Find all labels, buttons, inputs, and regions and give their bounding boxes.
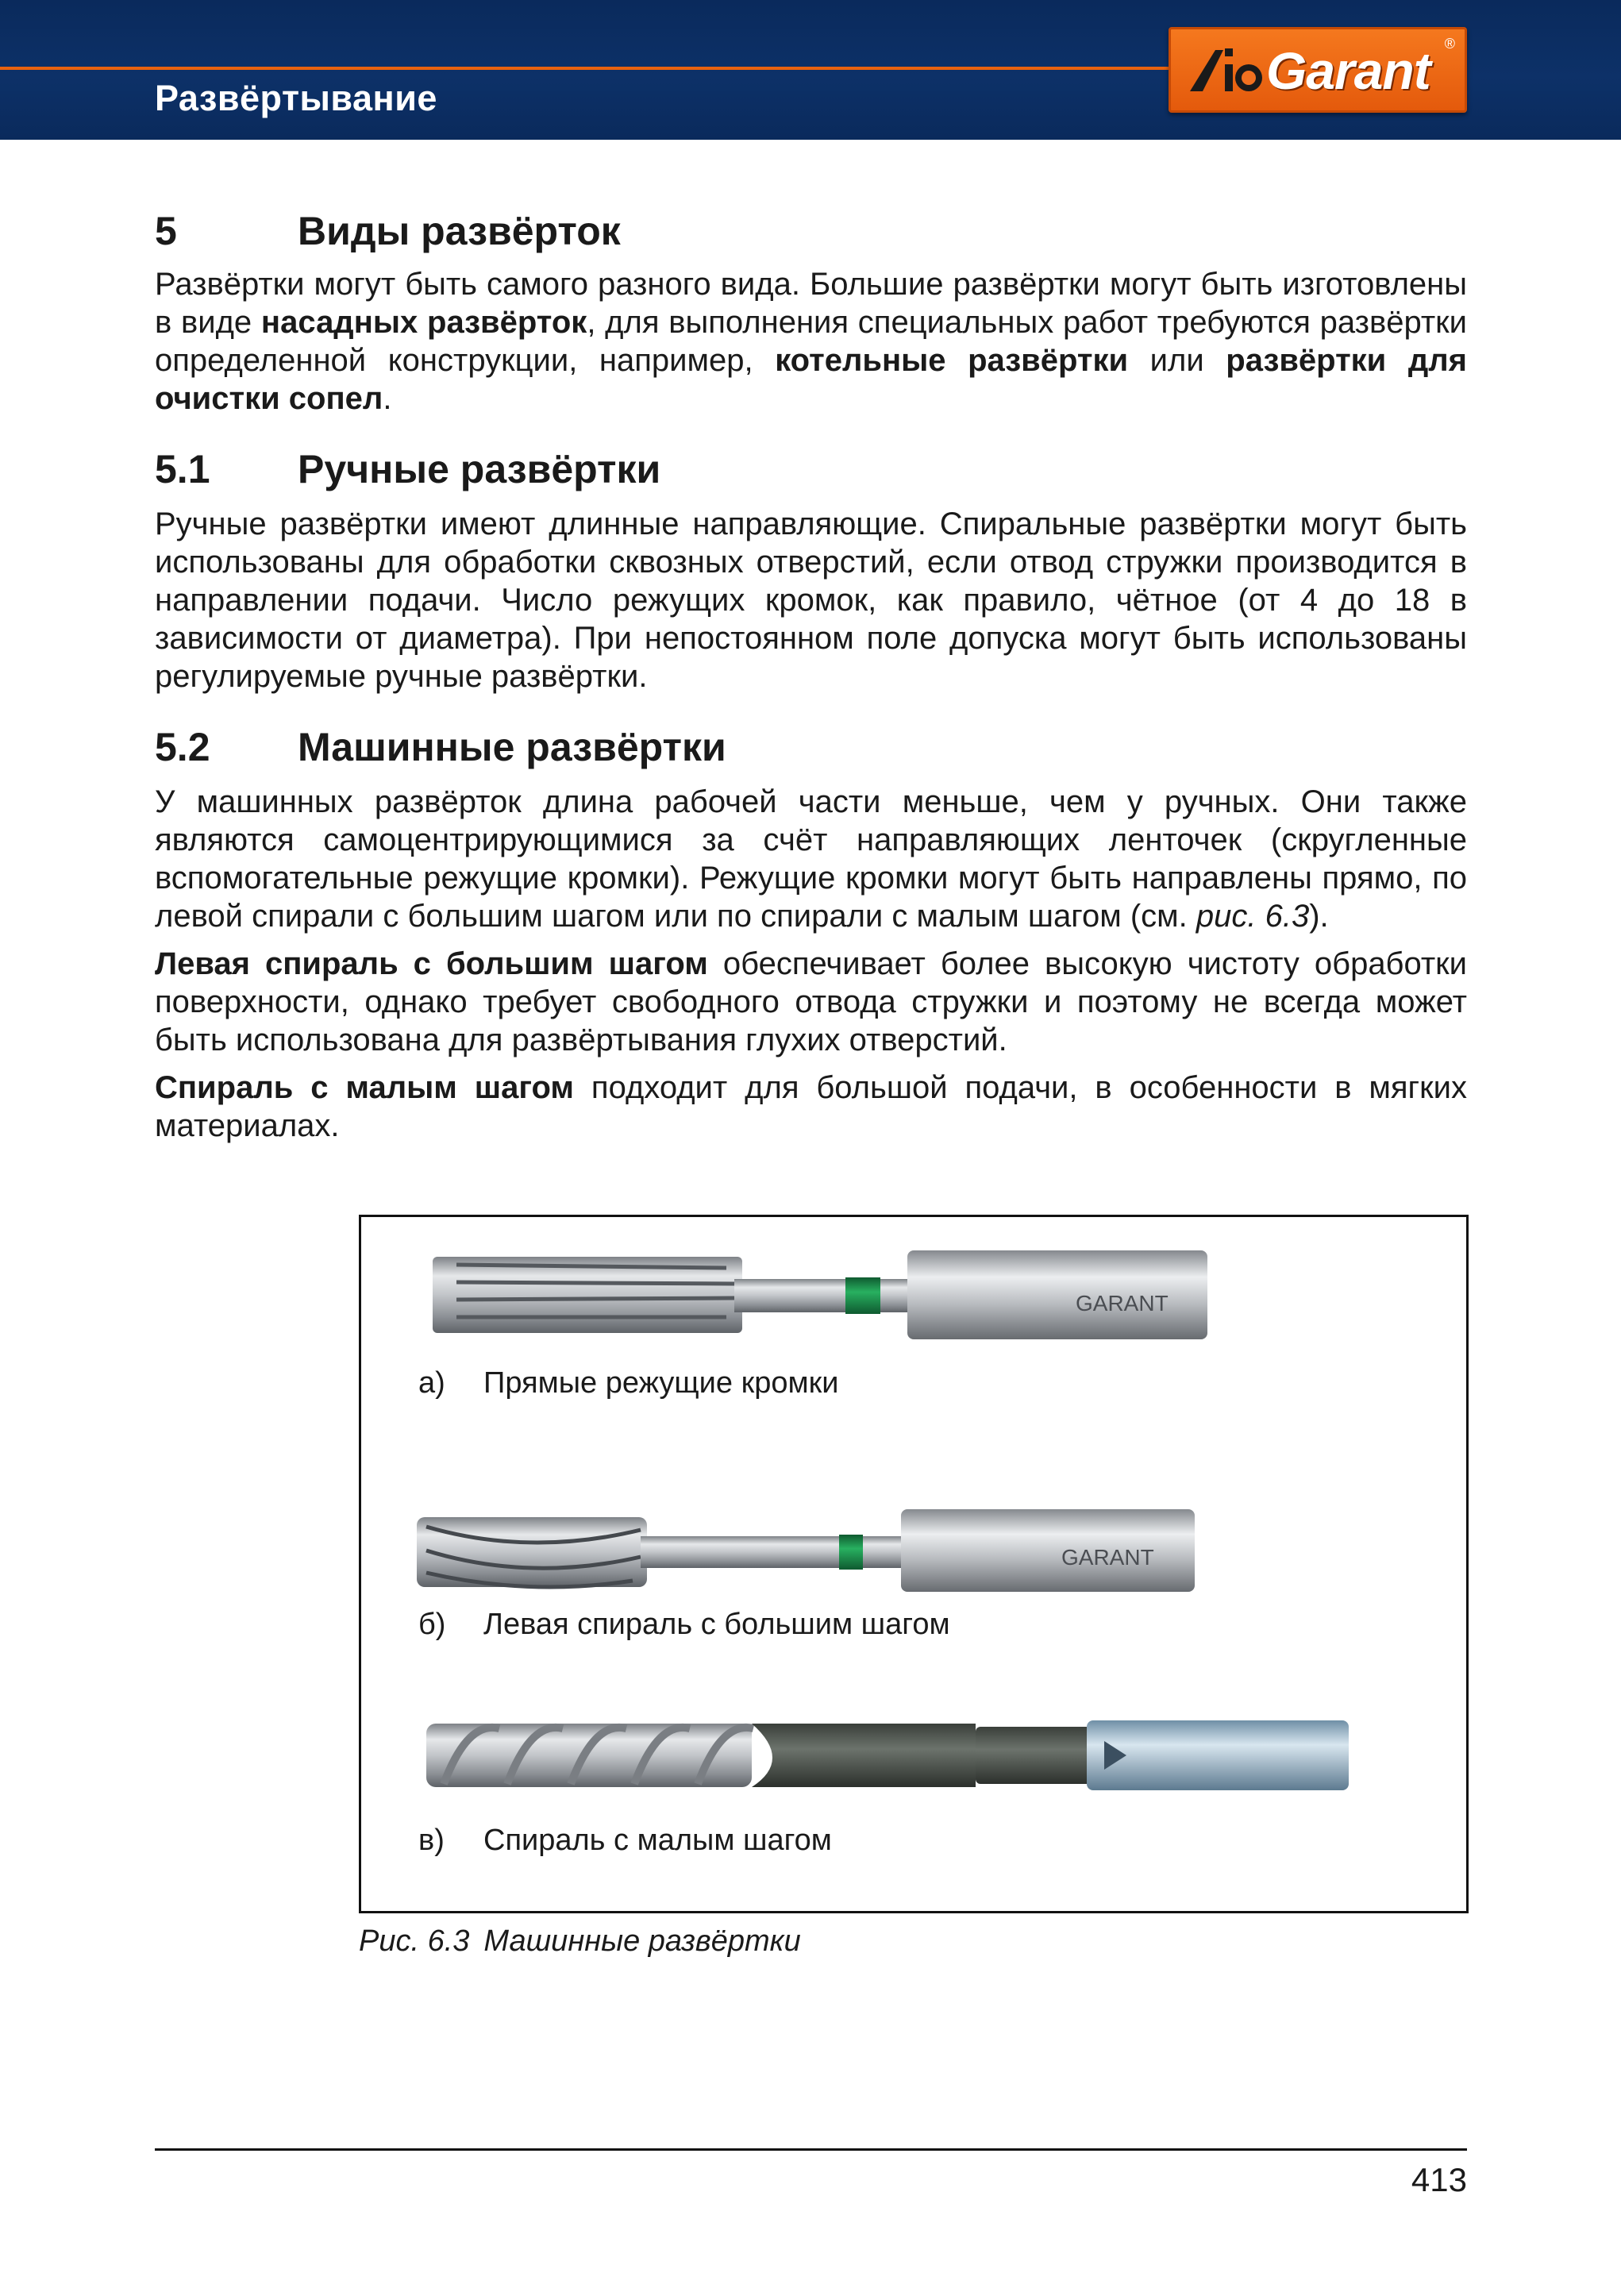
- section-paragraph-run: или: [1128, 343, 1226, 378]
- figure-item-b: [418, 1608, 950, 1642]
- figure-caption-number: Рис. 6.3: [359, 1924, 470, 1958]
- subsection-5-2-paragraph-2-run: Левая спираль с большим шагом: [155, 946, 708, 981]
- figure-item-label: Прямые режущие кромки: [483, 1366, 839, 1400]
- section-paragraph-run: насадных развёрток: [260, 305, 587, 340]
- figure-item-label: Спираль с малым шагом: [483, 1824, 832, 1857]
- subsection-title: Ручные развёртки: [298, 447, 661, 491]
- figure-item-c: [418, 1824, 832, 1858]
- figure-caption: [359, 1924, 801, 1959]
- header-accent-line: [0, 67, 1183, 70]
- subsection-heading-5-2: [155, 724, 1467, 772]
- section-paragraph-run: развёртки для очистки сопел: [155, 343, 1467, 416]
- subsection-5-2-paragraph-1-run: рис. 6.3: [1196, 899, 1310, 934]
- reamer-small-pitch-spiral-image: [420, 1712, 1357, 1800]
- figure-item-a: [418, 1366, 838, 1400]
- subsection-5-2-paragraph-1-run: У машинных развёрток длина рабочей части меньше, чем у ручных. Они также являются самоцентрирующимися за счёт направляющих ленточек (скругленные вспомогательные режущие кромки). Режущие кромки могут быть направлены прямо, по левой спирали с большим шагом или по спирали с малым шагом (см.: [155, 784, 1467, 934]
- figure-item-label: Левая спираль с большим шагом: [483, 1608, 950, 1641]
- page-content: [155, 208, 1467, 1145]
- subsection-5-2-paragraph-1: [155, 783, 1467, 935]
- engraving-b: GARANT: [1061, 1545, 1154, 1570]
- figure-item-letter: б): [418, 1608, 446, 1641]
- section-number: 5: [155, 209, 177, 253]
- subsection-5-2-paragraph-1-run: ).: [1309, 899, 1329, 934]
- section-title: Виды развёрток: [298, 209, 621, 253]
- footer-rule: [155, 2148, 1467, 2151]
- chapter-title: Развёртывание: [155, 78, 437, 118]
- subsection-5-2-paragraph-2-run: обеспечивает более высокую чистоту обработки поверхности, однако требует свободного отвода стружки и поэтому не всегда может быть использована для развёртывания глухих отверстий.: [155, 946, 1468, 1057]
- subsection-heading-5-1: [155, 446, 1467, 494]
- section-paragraph-run: , для выполнения специальных работ требуются развёртки определенной конструкции, например,: [155, 305, 1468, 378]
- section-paragraph-run: .: [383, 381, 392, 416]
- subsection-5-2-paragraph-3-run: Спираль с малым шагом: [155, 1070, 575, 1105]
- logo-wordmark: Garant: [1266, 41, 1430, 100]
- garant-logo: [1169, 27, 1467, 113]
- subsection-number: 5.2: [155, 725, 210, 769]
- subsection-title: Машинные развёртки: [298, 725, 726, 769]
- section-paragraph-run: котельные развёртки: [775, 343, 1129, 378]
- figure-frame: [359, 1215, 1469, 1913]
- garant-logo-icon: [1188, 47, 1268, 94]
- engraving-a: GARANT: [1076, 1291, 1169, 1316]
- subsection-5-2-paragraph-3-run: подходит для большой подачи, в особенности в мягких материалах.: [155, 1070, 1467, 1143]
- reamer-straight-flutes-image: [425, 1250, 1211, 1346]
- subsection-5-1-paragraph: Ручные развёртки имеют длинные направляющие. Спиральные развёртки могут быть использованы для обработки сквозных отверстий, если отвод стружки производится в направлении подачи. Число режущих кромок, как правило, чётное (от 4 до 18 в зависимости от диаметра). При непостоянном поле допуска могут быть использованы регулируемые ручные развёртки.: [155, 507, 1467, 694]
- subsection-5-2-paragraph-3: [155, 1069, 1467, 1145]
- section-paragraph: [155, 265, 1467, 418]
- figure-caption-text: Машинные развёртки: [483, 1924, 801, 1958]
- page-header: [0, 0, 1621, 140]
- subsection-5-2-paragraph-2: [155, 945, 1467, 1059]
- section-heading: [155, 208, 1467, 256]
- page-number: 413: [1411, 2161, 1467, 2198]
- figure-item-letter: в): [418, 1824, 445, 1857]
- subsection-number: 5.1: [155, 447, 210, 491]
- reamer-left-spiral-image: [410, 1509, 1196, 1597]
- figure-item-letter: а): [418, 1366, 445, 1400]
- registered-mark: ®: [1444, 36, 1455, 52]
- section-paragraph-run: Развёртки могут быть самого разного вида. Большие развёртки могут быть изготовлены в виде: [155, 267, 1467, 340]
